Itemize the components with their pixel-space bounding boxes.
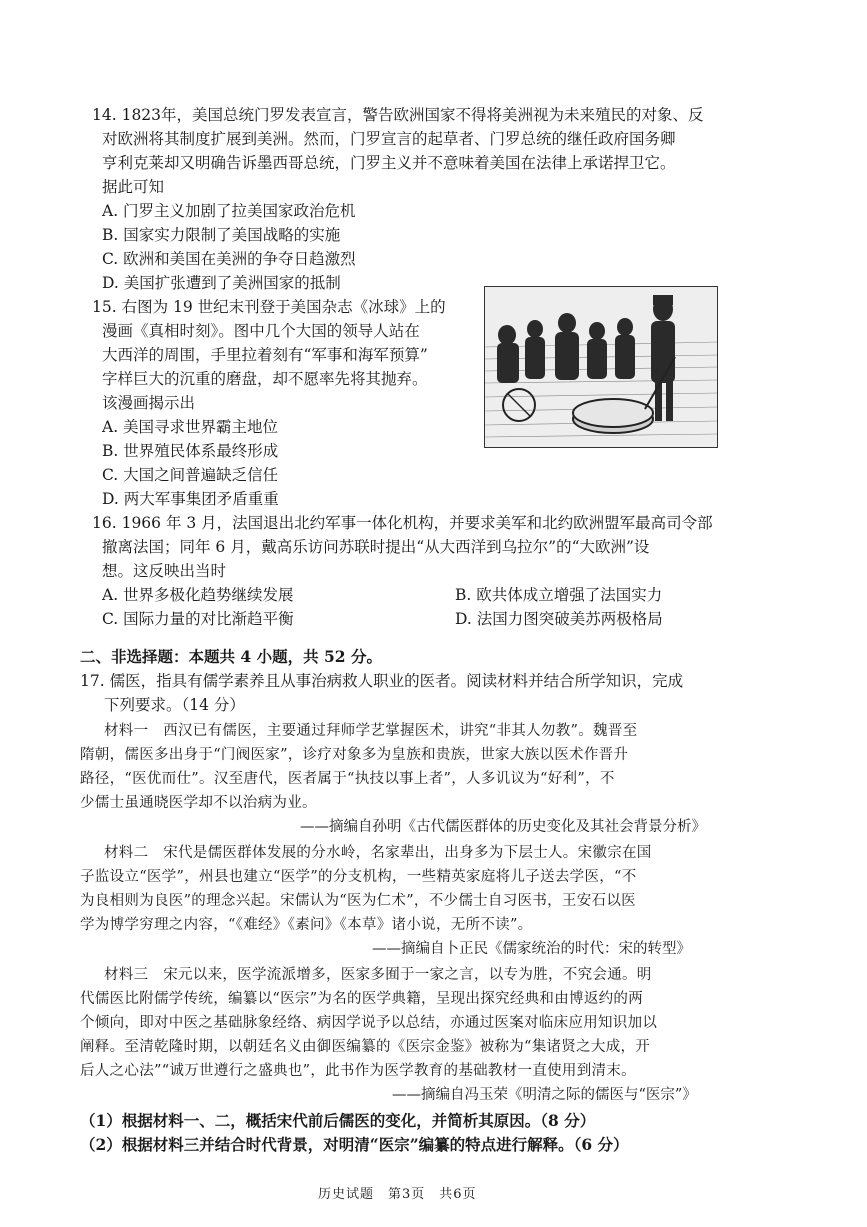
material-3-line-1: 材料三 宋元以来，医学流派增多，医家多囿于一家之言，以专为胜，不究会通。明 [104,967,652,983]
material-1-line-3: 路径，“医优而仕”。汉至唐代，医者属于“执技以事上者”，人多讥议为“好利”，不 [80,771,615,787]
q15-stem-line-3: 大西洋的周围，手里拉着刻有“军事和海军预算” [102,346,428,364]
material-2-source: ——摘编自卜正民《儒家统治的时代：宋的转型》 [372,941,691,957]
page-footer: 历史试题 第3页 共6页 [318,1187,477,1202]
material-1-line-2: 隋朝，儒医多出身于“门阀医家”，诊疗对象多为皇族和贵族，世家大族以医术作晋升 [80,747,629,763]
material-2-line-3: 为良相则为良医”的理念兴起。宋儒认为“医为仁术”，不少儒士自习医书，王安石以医 [80,893,636,909]
q16-option-d: D. 法国力图突破美苏两极格局 [455,610,663,628]
q15-stem-line-5: 该漫画揭示出 [102,394,196,412]
q17-stem-line-2: 下列要求。（14 分） [104,696,245,714]
material-3-line-2: 代儒医比附儒学传统，编纂以“医宗”为名的医学典籍，呈现出探究经典和由博返约的两 [80,991,644,1007]
q15-stem-line-2: 漫画《真相时刻》。图中几个大国的领导人站在 [102,322,420,340]
q15-option-c: C. 大国之间普遍缺乏信任 [102,466,279,484]
q16-option-b: B. 欧共体成立增强了法国实力 [455,586,663,604]
material-3-line-3: 个倾向，即对中医之基础脉象经络、病因学说予以总结，亦通过医案对临床应用知识加以 [80,1015,658,1031]
section-heading: 二、非选择题：本题共 4 小题，共 52 分。 [80,647,382,666]
q14-option-b: B. 国家实力限制了美国战略的实施 [102,226,341,244]
q17-requirement-1: （1）根据材料一、二，概括宋代前后儒医的变化，并简析其原因。（8 分） [80,1111,596,1130]
q16-option-a: A. 世界多极化趋势继续发展 [102,586,294,604]
material-3-line-4: 阐释。至清乾隆时期，以朝廷名义由御医编纂的《医宗金鉴》被称为“集诸贤之大成，开 [80,1039,651,1055]
material-3-source: ——摘编自冯玉荣《明清之际的儒医与“医宗”》 [392,1087,697,1103]
material-1-source: ——摘编自孙明《古代儒医群体的历史变化及其社会背景分析》 [300,819,706,835]
q14-stem-line-1: 14. 1823年，美国总统门罗发表宣言，警告欧洲国家不得将美洲视为未来殖民的对象、反 [92,106,704,124]
q15-option-d: D. 两大军事集团矛盾重重 [102,490,279,508]
political-cartoon-icon [484,286,718,448]
q17-stem-line-1: 17. 儒医，指具有儒学素养且从事治病救人职业的医者。阅读材料并结合所学知识，完成 [80,672,684,690]
material-2-line-4: 学为博学穷理之内容，“《难经》《素问》《本草》诸小说，无所不读”。 [80,917,533,933]
material-2-line-2: 子监设立“医学”，州县也建立“医学”的分支机构，一些精英家庭将儿子送去学医，“不 [80,869,637,885]
q14-stem-line-3: 亨利克莱却又明确告诉墨西哥总统，门罗主义并不意味着美国在法律上承诺捍卫它。 [102,154,676,172]
material-2-line-1: 材料二 宋代是儒医群体发展的分水岭，名家辈出，出身多为下层士人。宋徽宗在国 [104,845,652,861]
q15-option-b: B. 世界殖民体系最终形成 [102,442,279,460]
q15-stem-line-4: 字样巨大的沉重的磨盘，却不愿率先将其抛弃。 [102,370,428,388]
q16-stem-line-2: 撤离法国；同年 6 月，戴高乐访问苏联时提出“从大西洋到乌拉尔”的“大欧洲”设 [102,538,650,556]
material-1-line-4: 少儒士虽通晓医学却不以治病为业。 [80,795,317,811]
q14-option-a: A. 门罗主义加剧了拉美国家政治危机 [102,202,356,220]
q16-option-c: C. 国际力量的对比渐趋平衡 [102,610,294,628]
material-3-line-5: 后人之心法”“诚万世遵行之盛典也”，此书作为医学教育的基础教材一直使用到清末。 [80,1063,636,1079]
material-1-line-1: 材料一 西汉已有儒医，主要通过拜师学艺掌握医术，讲究“非其人勿教”。魏晋至 [104,723,638,739]
q15-option-a: A. 美国寻求世界霸主地位 [102,418,279,436]
q14-option-c: C. 欧洲和美国在美洲的争夺日趋激烈 [102,250,356,268]
q14-option-d: D. 美国扩张遭到了美洲国家的抵制 [102,274,341,292]
q14-stem-line-2: 对欧洲将其制度扩展到美洲。然而，门罗宣言的起草者、门罗总统的继任政府国务卿 [102,130,676,148]
cartoon-drawing [485,287,717,447]
q17-requirement-2: （2）根据材料三并结合时代背景，对明清“医宗”编纂的特点进行解释。（6 分） [80,1135,629,1154]
q15-stem-line-1: 15. 右图为 19 世纪末刊登于美国杂志《冰球》上的 [92,298,446,316]
q14-stem-line-4: 据此可知 [102,178,165,196]
q16-stem-line-3: 想。这反映出当时 [102,562,227,580]
q16-stem-line-1: 16. 1966 年 3 月，法国退出北约军事一体化机构，并要求美军和北约欧洲盟军最高司令部 [92,514,713,532]
